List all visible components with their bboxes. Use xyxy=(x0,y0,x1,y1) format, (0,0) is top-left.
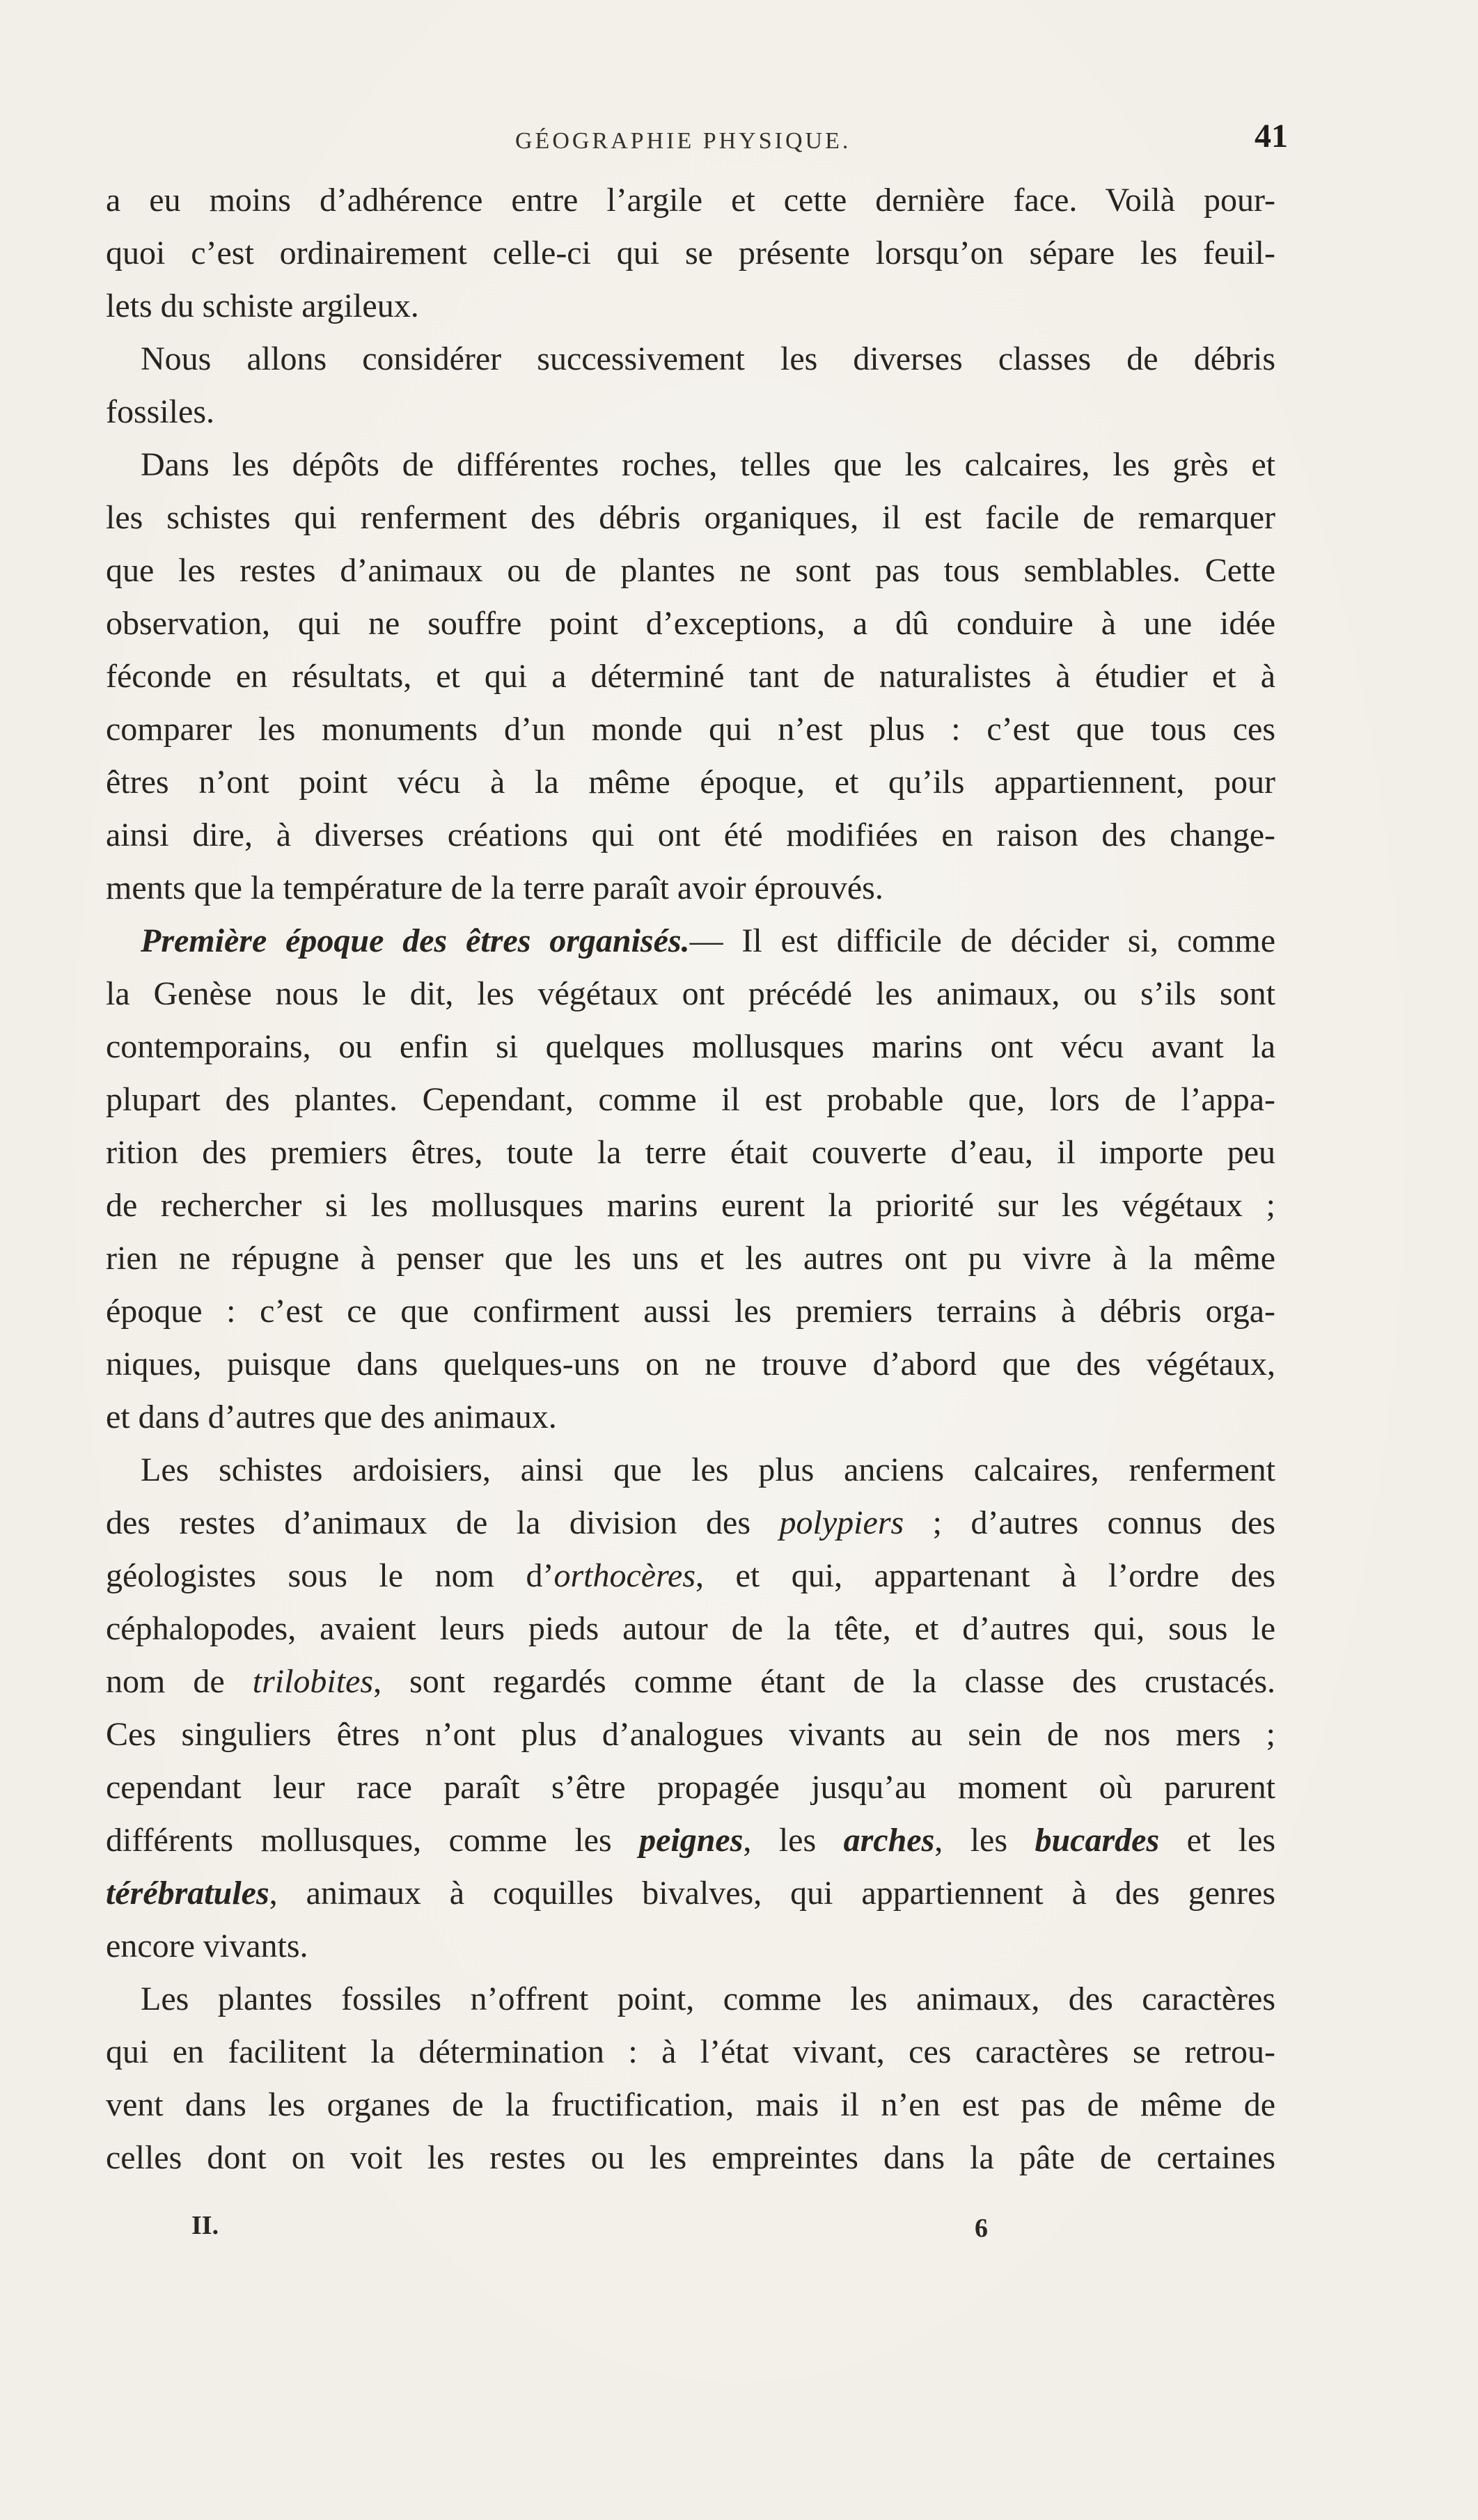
text-line: qui en facilitent la détermination : à l’état vivant, ces caractères se retrou- xyxy=(106,2033,1275,2070)
text-line: cependant leur race paraît s’être propagée jusqu’au moment où parurent xyxy=(106,1769,1275,1806)
text-line: ainsi dire, à diverses créations qui ont été modifiées en raison des change- xyxy=(106,817,1275,853)
text-line: Les schistes ardoisiers, ainsi que les plus anciens calcaires, renferment xyxy=(141,1451,1275,1488)
text-line: Ces singuliers êtres n’ont plus d’analogues vivants au sein de nos mers ; xyxy=(106,1716,1275,1753)
text-line: quoi c’est ordinairement celle-ci qui se présente lorsqu’on sépare les feuil- xyxy=(106,235,1275,271)
text-line: encore vivants. xyxy=(106,1928,308,1964)
page-footer xyxy=(104,2210,1274,2252)
text-line: celles dont on voit les restes ou les empreintes dans la pâte de certaines xyxy=(106,2139,1275,2176)
paragraph-2 xyxy=(106,333,1275,439)
paragraph-3 xyxy=(106,439,1275,915)
text-line: les schistes qui renferment des débris organiques, il est facile de remarquer xyxy=(106,499,1275,536)
paragraph-1 xyxy=(106,174,1275,333)
text-line: fossiles. xyxy=(106,393,214,430)
body-text xyxy=(106,174,1275,2184)
text-line: comparer les monuments d’un monde qui n’est plus : c’est que tous ces xyxy=(106,711,1275,748)
text-line: féconde en résultats, et qui a déterminé tant de naturalistes à étudier et à xyxy=(106,658,1275,695)
text-line xyxy=(106,915,1275,968)
text-line: observation, qui ne souffre point d’exceptions, a dû conduire à une idée xyxy=(106,605,1275,642)
running-title: GÉOGRAPHIE PHYSIQUE. xyxy=(515,128,851,154)
text-line: géologistes sous le nom d’orthocères, et qui, appartenant à l’ordre des xyxy=(106,1557,1276,1594)
text-line: contemporains, ou enfin si quelques mollusques marins ont vécu avant la xyxy=(106,1028,1275,1065)
text-line: niques, puisque dans quelques-uns on ne trouve d’abord que des végétaux, xyxy=(106,1346,1275,1383)
page-number: 41 xyxy=(1255,118,1288,155)
text-line: que les restes d’animaux ou de plantes ne sont pas tous semblables. Cette xyxy=(106,552,1275,589)
text-line: plupart des plantes. Cependant, comme il est probable que, lors de l’appa- xyxy=(106,1081,1275,1118)
text-line: nom de trilobites, sont regardés comme étant de la classe des crustacés. xyxy=(106,1663,1276,1700)
text-fragment: — Il est difficile de décider si, comme xyxy=(689,922,1276,959)
text-line: époque : c’est ce que confirment aussi les premiers terrains à débris orga- xyxy=(106,1293,1275,1330)
text-line: êtres n’ont point vécu à la même époque, et qu’ils appartiennent, pour xyxy=(106,764,1275,801)
running-header xyxy=(104,111,1288,160)
text-line: vent dans les organes de la fructification, mais il n’en est pas de même de xyxy=(106,2086,1275,2123)
text-line: rition des premiers êtres, toute la terre était couverte d’eau, il importe peu xyxy=(106,1134,1275,1171)
text-line: et dans d’autres que des animaux. xyxy=(106,1399,557,1435)
text-line: la Genèse nous le dit, les végétaux ont précédé les animaux, ou s’ils sont xyxy=(106,975,1275,1012)
text-line: rien ne répugne à penser que les uns et les autres ont pu vivre à la même xyxy=(106,1240,1275,1277)
text-line: a eu moins d’adhérence entre l’argile et cette dernière face. Voilà pour- xyxy=(106,182,1275,219)
signature-number: 6 xyxy=(975,2214,988,2243)
paragraph-5 xyxy=(106,1444,1275,1973)
text-line: de rechercher si les mollusques marins eurent la priorité sur les végétaux ; xyxy=(106,1187,1275,1224)
text-line: différents mollusques, comme les peignes, les arches, les bucardes et les xyxy=(106,1822,1275,1859)
paragraph-4 xyxy=(106,915,1275,1444)
text-line: Dans les dépôts de différentes roches, telles que les calcaires, les grès et xyxy=(141,446,1275,483)
signature-mark: II. xyxy=(191,2211,219,2240)
text-line: céphalopodes, avaient leurs pieds autour de la tête, et d’autres qui, sous le xyxy=(106,1610,1275,1647)
text-line: ments que la température de la terre paraît avoir éprouvés. xyxy=(106,869,883,906)
text-line: lets du schiste argileux. xyxy=(106,288,419,324)
text-line: des restes d’animaux de la division des polypiers ; d’autres connus des xyxy=(106,1504,1275,1541)
text-line: térébratules, animaux à coquilles bivalves, qui appartiennent à des genres xyxy=(106,1875,1275,1912)
paragraph-6 xyxy=(106,1973,1275,2184)
text-line: Les plantes fossiles n’offrent point, comme les animaux, des caractères xyxy=(141,1980,1275,2017)
text-line: Nous allons considérer successivement les diverses classes de débris xyxy=(141,340,1275,377)
section-lead-title: Première époque des êtres organisés. xyxy=(141,922,690,959)
